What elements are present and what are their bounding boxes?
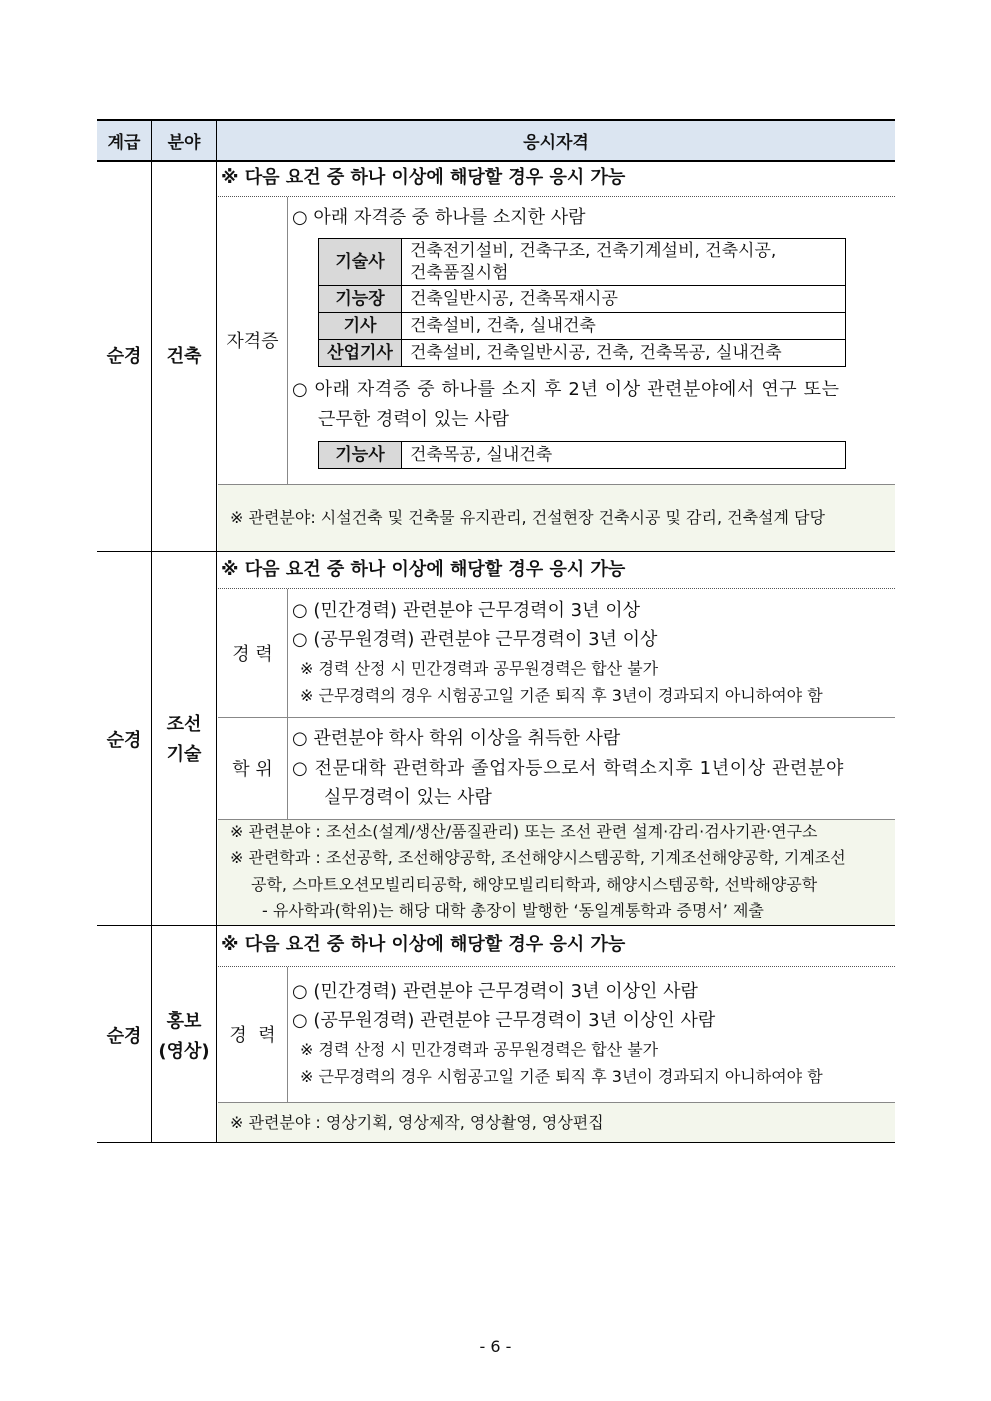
dotted-divider <box>218 966 895 967</box>
table-row <box>319 340 846 367</box>
cert-type: 기사 <box>319 313 402 340</box>
col-divider-2 <box>216 120 217 1142</box>
cert-table <box>318 238 846 367</box>
row1-field: 건축 <box>166 346 202 367</box>
row2-note-2: ※ 관련학과 : 조선공학, 조선해양공학, 조선해양시스템공학, 기계조선해양공학, 기계조선 <box>230 848 846 867</box>
dotted-divider <box>218 196 895 197</box>
row2-degree-item-1: ○ 관련분야 학사 학위 이상을 취득한 사람 <box>292 728 621 749</box>
table-row <box>319 442 846 469</box>
row3-career-item-1: ○ (민간경력) 관련분야 근무경력이 3년 이상인 사람 <box>292 981 698 1002</box>
row2-grade: 순경 <box>106 730 142 751</box>
row3-career-note-1: ※ 경력 산정 시 민간경력과 공무원경력은 합산 불가 <box>300 1040 659 1059</box>
row2-degree-item-2: ○ 전문대학 관련학과 졸업자등으로서 학력소지후 1년이상 관련분야 <box>292 758 844 779</box>
table-row <box>319 239 846 286</box>
note-divider <box>218 484 895 485</box>
row3-field-line2: (영상) <box>158 1041 210 1062</box>
sub-col-divider <box>287 197 288 484</box>
header-qualification: 응시자격 <box>217 120 895 160</box>
row2-career-label: 경 력 <box>232 644 273 665</box>
row2-degree-label: 학 위 <box>232 759 273 780</box>
table-row <box>319 286 846 313</box>
dotted-divider <box>218 588 895 589</box>
cert-value: 건축전기설비, 건축구조, 건축기계설비, 건축시공, 건축품질시험 <box>402 239 846 286</box>
row2-field-line1: 조선 <box>166 714 202 735</box>
header-field: 분야 <box>152 120 216 160</box>
cert-type: 기능사 <box>319 442 402 469</box>
row3-condition: ※ 다음 요건 중 하나 이상에 해당할 경우 응시 가능 <box>221 934 626 955</box>
cert-value: 건축일반시공, 건축목재시공 <box>402 286 846 313</box>
cert-type: 산업기사 <box>319 340 402 367</box>
row2-career-item-2: ○ (공무원경력) 관련분야 근무경력이 3년 이상 <box>292 629 658 650</box>
sub-col-divider <box>287 967 288 1102</box>
cert-value: 건축설비, 건축, 실내건축 <box>402 313 846 340</box>
table-bottom-border <box>97 1142 895 1143</box>
row3-career-note-2: ※ 근무경력의 경우 시험공고일 기준 퇴직 후 3년이 경과되지 아니하여야 함 <box>300 1067 823 1086</box>
row1-grade: 순경 <box>106 346 142 367</box>
row2-career-note-1: ※ 경력 산정 시 민간경력과 공무원경력은 합산 불가 <box>300 659 659 678</box>
table-row <box>319 313 846 340</box>
row2-condition: ※ 다음 요건 중 하나 이상에 해당할 경우 응시 가능 <box>221 559 626 580</box>
cert-type: 기술사 <box>319 239 402 286</box>
row3-career-item-2: ○ (공무원경력) 관련분야 근무경력이 3년 이상인 사람 <box>292 1010 716 1031</box>
row1-sub-label: 자격증 <box>226 331 279 352</box>
row2-career-note-2: ※ 근무경력의 경우 시험공고일 기준 퇴직 후 3년이 경과되지 아니하여야 함 <box>300 686 823 705</box>
sub-row-divider <box>218 717 895 718</box>
row2-field-line2: 기술 <box>166 744 202 765</box>
row1-item1: ○ 아래 자격증 중 하나를 소지한 사람 <box>292 207 586 228</box>
row3-note: ※ 관련분야 : 영상기획, 영상제작, 영상촬영, 영상편집 <box>230 1113 604 1132</box>
cert-table-2 <box>318 441 846 469</box>
page-number: - 6 - <box>479 1336 512 1356</box>
row2-degree-item-3: 실무경력이 있는 사람 <box>324 787 492 808</box>
row3-field-line1: 홍보 <box>166 1011 202 1032</box>
row3-grade: 순경 <box>106 1026 142 1047</box>
col-divider-1 <box>151 120 152 1142</box>
cert-value: 건축설비, 건축일반시공, 건축, 건축목공, 실내건축 <box>402 340 846 367</box>
sub-col-divider <box>287 589 288 819</box>
row2-note-1: ※ 관련분야 : 조선소(설계/생산/품질관리) 또는 조선 관련 설계·감리·검사기관·연구소 <box>230 822 818 841</box>
row2-note-3: 공학, 스마트오션모빌리티공학, 해양모빌리티학과, 해양시스템공학, 선박해양공학 <box>251 875 818 894</box>
row2-note-4: - 유사학과(학위)는 해당 대학 총장이 발행한 ‘동일계통학과 증명서’ 제출 <box>262 901 764 920</box>
row2-career-item-1: ○ (민간경력) 관련분야 근무경력이 3년 이상 <box>292 600 641 621</box>
row3-career-label: 경 력 <box>229 1025 276 1046</box>
cert-type: 기능장 <box>319 286 402 313</box>
row1-item2-line1: ○ 아래 자격증 중 하나를 소지 후 2년 이상 관련분야에서 연구 또는 <box>292 379 840 400</box>
note-divider <box>218 1102 895 1103</box>
row1-item2-line2: 근무한 경력이 있는 사람 <box>318 409 510 430</box>
row1-condition: ※ 다음 요건 중 하나 이상에 해당할 경우 응시 가능 <box>221 167 626 188</box>
note-divider <box>218 819 895 820</box>
row1-note: ※ 관련분야: 시설건축 및 건축물 유지관리, 건설현장 건축시공 및 감리, 건축설계 담당 <box>230 508 825 527</box>
header-grade: 계급 <box>97 120 151 160</box>
cert-value: 건축목공, 실내건축 <box>402 442 846 469</box>
